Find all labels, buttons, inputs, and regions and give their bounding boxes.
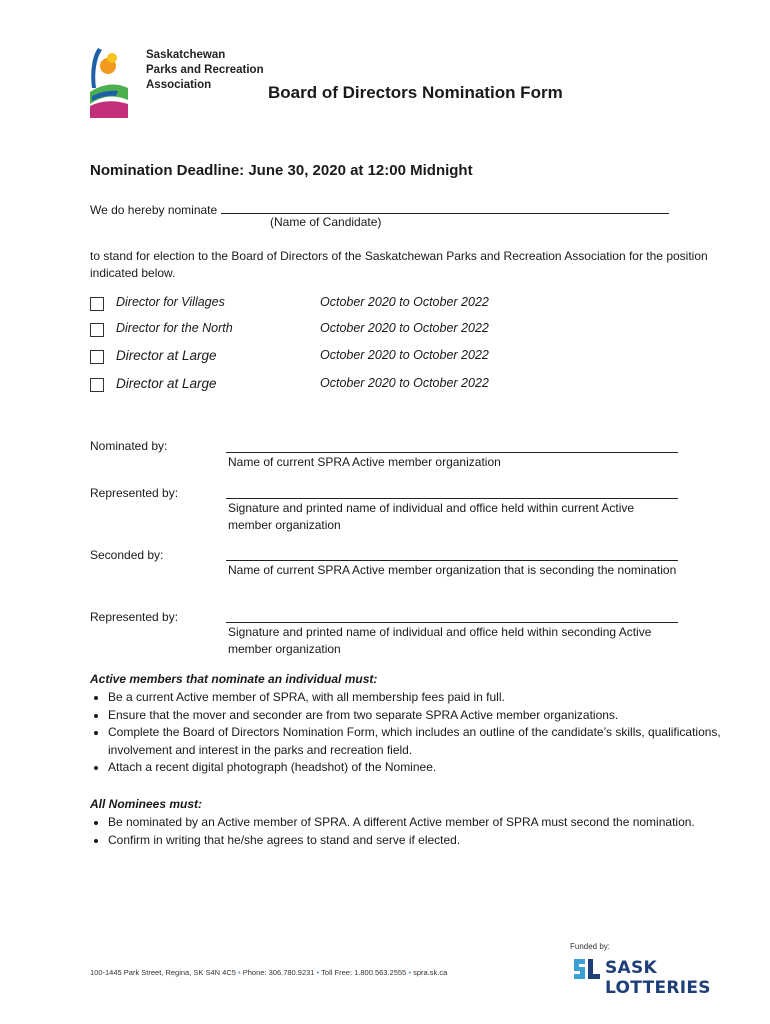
position-checkbox[interactable] [90, 323, 104, 337]
represented-by-field[interactable] [226, 498, 678, 499]
nominees-heading: All Nominees must: [90, 797, 203, 811]
candidate-label: (Name of Candidate) [270, 215, 382, 229]
sask-lotteries-logo [572, 956, 712, 998]
funded-by-label: Funded by: [570, 942, 611, 951]
position-row [90, 376, 710, 396]
list-item: • Complete the Board of Directors Nomination Form, which includes an outline of the candidate’s skills, qualifications, involvement and interest in the parks and recreation field. [108, 724, 728, 759]
list-item: • Be nominated by an Active member of SPRA. A different Active member of SPRA must second the nomination. [108, 814, 728, 832]
position-term: October 2020 to October 2022 [320, 376, 489, 390]
org-name [146, 48, 264, 93]
sask-lotteries-icon [572, 956, 602, 982]
position-term: October 2020 to October 2022 [320, 348, 489, 362]
active-members-list [90, 689, 728, 777]
separator-dot: • [408, 968, 411, 977]
active-members-heading: Active members that nominate an individual must: [90, 672, 378, 686]
nomination-deadline: Nomination Deadline: June 30, 2020 at 12:00 Midnight [90, 162, 473, 179]
separator-dot: • [316, 968, 320, 977]
org-name-line: Association [146, 79, 212, 91]
list-item: • Ensure that the mover and seconder are from two separate SPRA Active member organizations. [108, 707, 728, 725]
position-row [90, 348, 710, 368]
seconder-represented-by-label: Represented by: [90, 610, 179, 624]
nominated-by-field[interactable] [226, 452, 678, 453]
position-term: October 2020 to October 2022 [320, 295, 489, 309]
list-item: • Attach a recent digital photograph (headshot) of the Nominee. [108, 759, 728, 777]
nominated-by-description: Name of current SPRA Active member organization [228, 455, 501, 469]
nominated-by-label: Nominated by: [90, 439, 168, 453]
seconder-represented-by-field[interactable] [226, 622, 678, 623]
seconder-represented-by-description: Signature and printed name of individual and office held within seconding Active member organization [228, 625, 652, 656]
position-checkbox[interactable] [90, 378, 104, 392]
footer-contact [90, 968, 447, 977]
position-row [90, 321, 710, 341]
list-item: • Be a current Active member of SPRA, with all membership fees paid in full. [108, 689, 728, 707]
stand-for-election-text: to stand for election to the Board of Directors of the Saskatchewan Parks and Recreation Association for the position indicated below. [90, 249, 708, 280]
spra-logo-icon [88, 44, 128, 118]
position-checkbox[interactable] [90, 297, 104, 311]
candidate-name-field[interactable] [221, 201, 669, 214]
nominate-label: We do hereby nominate [90, 203, 218, 217]
footer-phone: Phone: 306.780.9231 [242, 968, 315, 977]
nominees-list [90, 814, 728, 849]
form-title: Board of Directors Nomination Form [268, 83, 563, 102]
footer-toll-free: Toll Free: 1.800.563.2555 [321, 968, 407, 977]
position-name: Director at Large [116, 348, 217, 363]
position-row [90, 295, 710, 315]
position-name: Director for the North [116, 321, 233, 335]
represented-by-description: Signature and printed name of individual and office held within current Active member organization [228, 501, 635, 532]
sponsor-name: SASK LOTTERIES [605, 958, 711, 998]
position-name: Director for Villages [116, 295, 225, 309]
org-name-line: Saskatchewan [146, 49, 226, 61]
seconded-by-field[interactable] [226, 560, 678, 561]
list-item: • Confirm in writing that he/she agrees to stand and serve if elected. [108, 832, 728, 850]
position-term: October 2020 to October 2022 [320, 321, 489, 335]
org-name-line: Parks and Recreation [146, 64, 264, 76]
seconded-by-description: Name of current SPRA Active member organization that is seconding the nomination [228, 563, 677, 577]
position-name: Director at Large [116, 376, 217, 391]
footer-website[interactable]: spra.sk.ca [413, 968, 448, 977]
footer-address: 100-1445 Park Street, Regina, SK S4N 4C5 [90, 968, 236, 977]
position-checkbox[interactable] [90, 350, 104, 364]
seconded-by-label: Seconded by: [90, 548, 164, 562]
represented-by-label: Represented by: [90, 486, 179, 500]
separator-dot: • [238, 968, 241, 977]
nominate-row [90, 201, 690, 219]
